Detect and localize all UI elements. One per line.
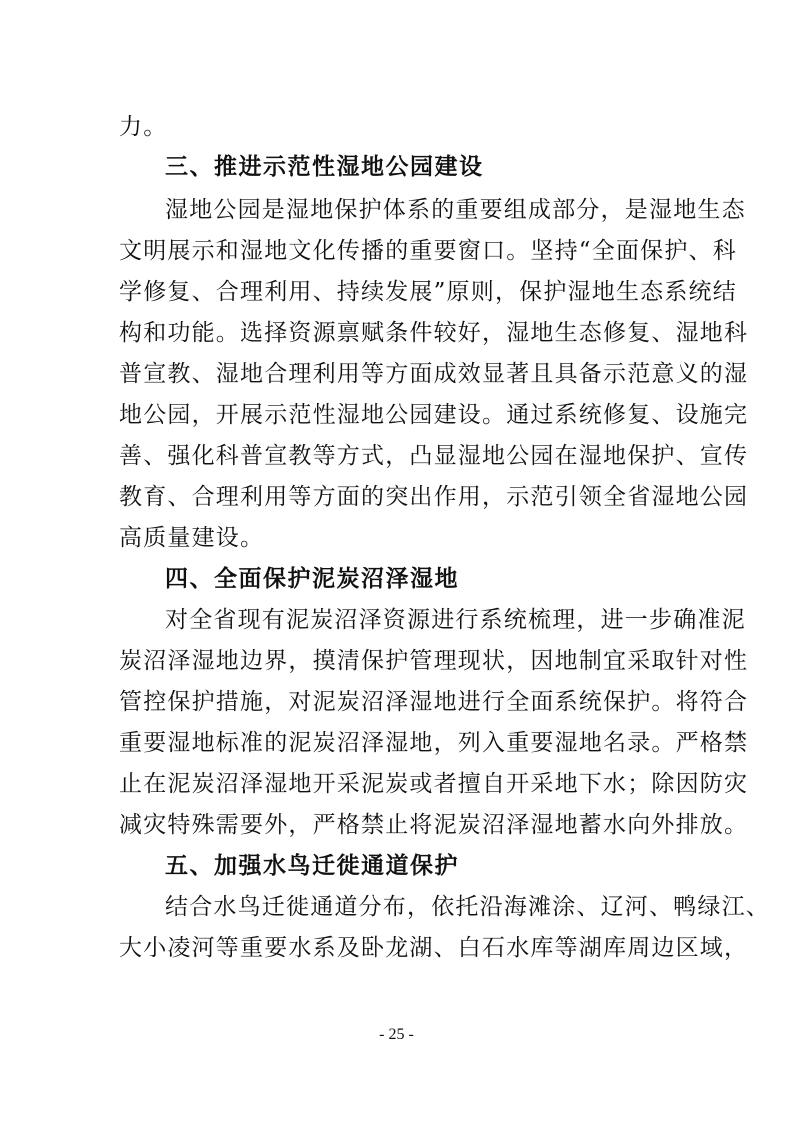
paragraph-line: 地公园，开展示范性湿地公园建设。通过系统修复、设施完 <box>119 402 749 428</box>
paragraph-line: 构和功能。选择资源禀赋条件较好，湿地生态修复、湿地科 <box>119 320 749 346</box>
paragraph-line: 管控保护措施，对泥炭沼泽湿地进行全面系统保护。将符合 <box>119 689 749 715</box>
paragraph-line: 教育、合理利用等方面的突出作用，示范引领全省湿地公园 <box>119 484 749 510</box>
paragraph-line: 力。 <box>119 114 168 140</box>
section-heading-5: 五、加强水鸟迁徙通道保护 <box>165 853 459 879</box>
paragraph-line: 学修复、合理利用、持续发展”原则，保护湿地生态系统结 <box>119 279 737 305</box>
paragraph-line: 湿地公园是湿地保护体系的重要组成部分，是湿地生态 <box>165 197 746 223</box>
paragraph-line: 重要湿地标准的泥炭沼泽湿地，列入重要湿地名录。严格禁 <box>119 730 749 756</box>
paragraph-line: 炭沼泽湿地边界，摸清保护管理现状，因地制宜采取针对性 <box>119 648 749 674</box>
paragraph-line: 止在泥炭沼泽湿地开采泥炭或者擅自开采地下水；除因防灾 <box>119 771 749 797</box>
paragraph-line: 文明展示和湿地文化传播的重要窗口。坚持“全面保护、科 <box>119 238 737 264</box>
paragraph-line: 普宣教、湿地合理利用等方面成效显著且具备示范意义的湿 <box>119 361 749 387</box>
paragraph-line: 高质量建设。 <box>119 525 265 551</box>
paragraph-line: 善、强化科普宣教等方式，凸显湿地公园在湿地保护、宣传 <box>119 443 749 469</box>
section-heading-4: 四、全面保护泥炭沼泽湿地 <box>165 566 459 592</box>
paragraph-line: 结合水鸟迁徙通道分布，依托沿海滩涂、辽河、鸭绿江、 <box>165 894 770 920</box>
paragraph-line: 减灾特殊需要外，严格禁止将泥炭沼泽湿地蓄水向外排放。 <box>119 812 749 838</box>
section-heading-3: 三、推进示范性湿地公园建设 <box>165 154 484 180</box>
paragraph-line: 对全省现有泥炭沼泽资源进行系统梳理，进一步确准泥 <box>165 607 746 633</box>
paragraph-line: 大小凌河等重要水系及卧龙湖、白石水库等湖库周边区域， <box>119 935 749 961</box>
page-number: - 25 - <box>379 1026 414 1043</box>
